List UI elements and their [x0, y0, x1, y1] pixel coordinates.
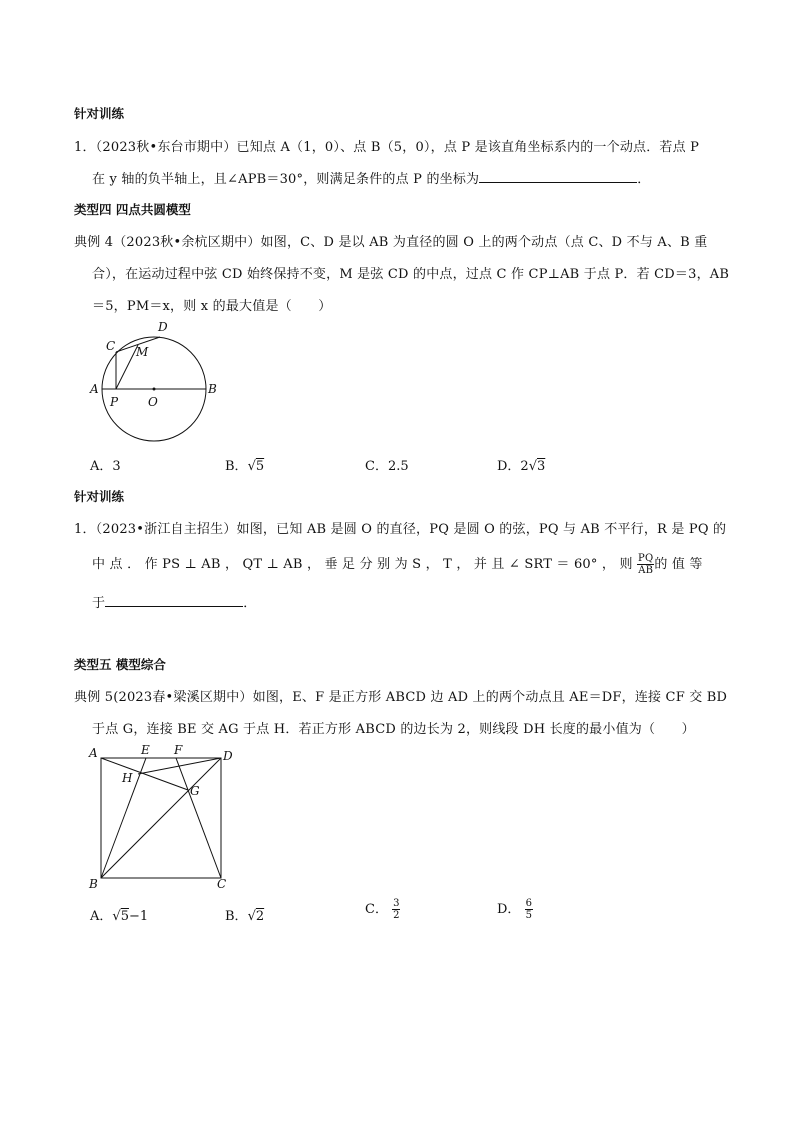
fraction-numerator: PQ [638, 553, 654, 564]
example-4-line-2: 合），在运动过程中弦 CD 始终保持不变，M 是弦 CD 的中点，过点 C 作 CP⊥AB 于点 P．若 CD＝3，AB [92, 267, 730, 282]
option-C-ex4: C．2.5 [365, 459, 409, 474]
sqrt-icon: √ [247, 909, 256, 924]
option-D-ex5 [497, 898, 533, 921]
question-2-period: ． [243, 596, 257, 611]
label-H: H [122, 771, 133, 785]
label-D: D [158, 320, 168, 334]
option-B-radicand: 2 [255, 909, 265, 924]
section-heading-training-2: 针对训练 [74, 489, 125, 504]
question-2-line-1: 1．（2023•浙江自主招生）如图，已知 AB 是圆 O 的直径，PQ 是圆 O 的弦，PQ 与 AB 不平行，R 是 PQ 的 [74, 522, 727, 537]
question-1-line-2 [92, 168, 650, 187]
label-C: C [106, 339, 116, 353]
option-A-radicand: 5 [120, 909, 129, 924]
fraction-numerator: 6 [525, 898, 532, 909]
fraction-3-2 [392, 898, 400, 921]
section-heading-type-4: 类型四 四点共圆模型 [74, 202, 191, 217]
option-B-ex4 [225, 455, 264, 474]
label-B: B [208, 382, 217, 396]
square-figure [86, 740, 236, 892]
example-4-line-1: 典例 4（2023秋•余杭区期中）如图，C、D 是以 AB 为直径的圆 O 上的两个动点（点 C、D 不与 A、B 重 [74, 235, 708, 250]
sqrt-icon: √ [528, 459, 537, 474]
label-F: F [174, 743, 183, 757]
question-2-line-3 [92, 592, 256, 611]
label-O: O [148, 395, 158, 409]
label-D: D [223, 749, 233, 763]
section-heading-training-1: 针对训练 [74, 106, 125, 121]
example-5-line-2: 于点 G，连接 BE 交 AG 于点 H．若正方形 ABCD 的边长为 2，则线段 DH 长度的最小值为（ ） [92, 722, 695, 737]
section-heading-type-5: 类型五 模型综合 [74, 657, 166, 672]
circle-figure [86, 316, 226, 446]
example-4-line-3: ＝5，PM＝x，则 x 的最大值是（ ） [92, 299, 332, 314]
label-P: P [110, 395, 119, 409]
example-5-line-1: 典例 5(2023春•梁溪区期中）如图，E、F 是正方形 ABCD 边 AD 上的两个动点且 AE＝DF，连接 CF 交 BD [74, 690, 728, 705]
option-C-prefix: C． [365, 902, 388, 917]
question-2-line-2 [92, 553, 703, 576]
label-M: M [136, 345, 149, 359]
question-2-line-2-text: 中 点 ． 作 PS ⊥ AB ， QT ⊥ AB ， 垂 足 分 别 为 S ， T ， 并 且 ∠ SRT ＝ 60° ， 则 [92, 557, 633, 572]
label-A: A [89, 746, 98, 760]
fraction-denominator: 5 [525, 910, 532, 921]
fraction-6-5 [525, 898, 533, 921]
answer-blank [479, 170, 637, 183]
option-B-ex5 [225, 905, 264, 924]
option-D-ex4 [497, 455, 545, 474]
question-1-line-2-text: 在 y 轴的负半轴上，且∠APB＝30°，则满足条件的点 P 的坐标为 [92, 172, 480, 187]
question-2-line-3-text: 于 [92, 596, 106, 611]
answer-blank [105, 594, 243, 607]
option-B-prefix: B． [225, 459, 248, 474]
sqrt-icon: √ [247, 459, 256, 474]
label-G: G [190, 784, 200, 798]
label-E: E [141, 743, 150, 757]
option-A-suffix: −1 [128, 909, 149, 924]
option-D-radicand: 3 [537, 459, 546, 474]
question-1-period: ． [637, 172, 651, 187]
fraction-denominator: AB [638, 565, 654, 576]
sqrt-icon: √ [112, 909, 121, 924]
option-D-prefix: D． [497, 902, 521, 917]
question-2-line-2-tail: 的 值 等 [654, 557, 703, 572]
option-D-prefix: D．2 [497, 459, 529, 474]
fraction-pq-ab [637, 553, 654, 576]
fraction-denominator: 2 [393, 910, 400, 921]
label-B: B [89, 877, 98, 891]
option-A-ex4: A．3 [90, 459, 121, 474]
option-B-radicand: 5 [255, 459, 265, 474]
label-A: A [90, 382, 99, 396]
label-C: C [217, 877, 227, 891]
option-A-ex5 [90, 905, 148, 924]
option-B-prefix: B． [225, 909, 248, 924]
fraction-numerator: 3 [393, 898, 400, 909]
question-1-line-1: 1．（2023秋•东台市期中）已知点 A（1，0）、点 B（5，0），点 P 是该直角坐标系内的一个动点．若点 P [74, 140, 700, 155]
option-A-prefix: A． [90, 909, 113, 924]
option-C-ex5 [365, 898, 400, 921]
